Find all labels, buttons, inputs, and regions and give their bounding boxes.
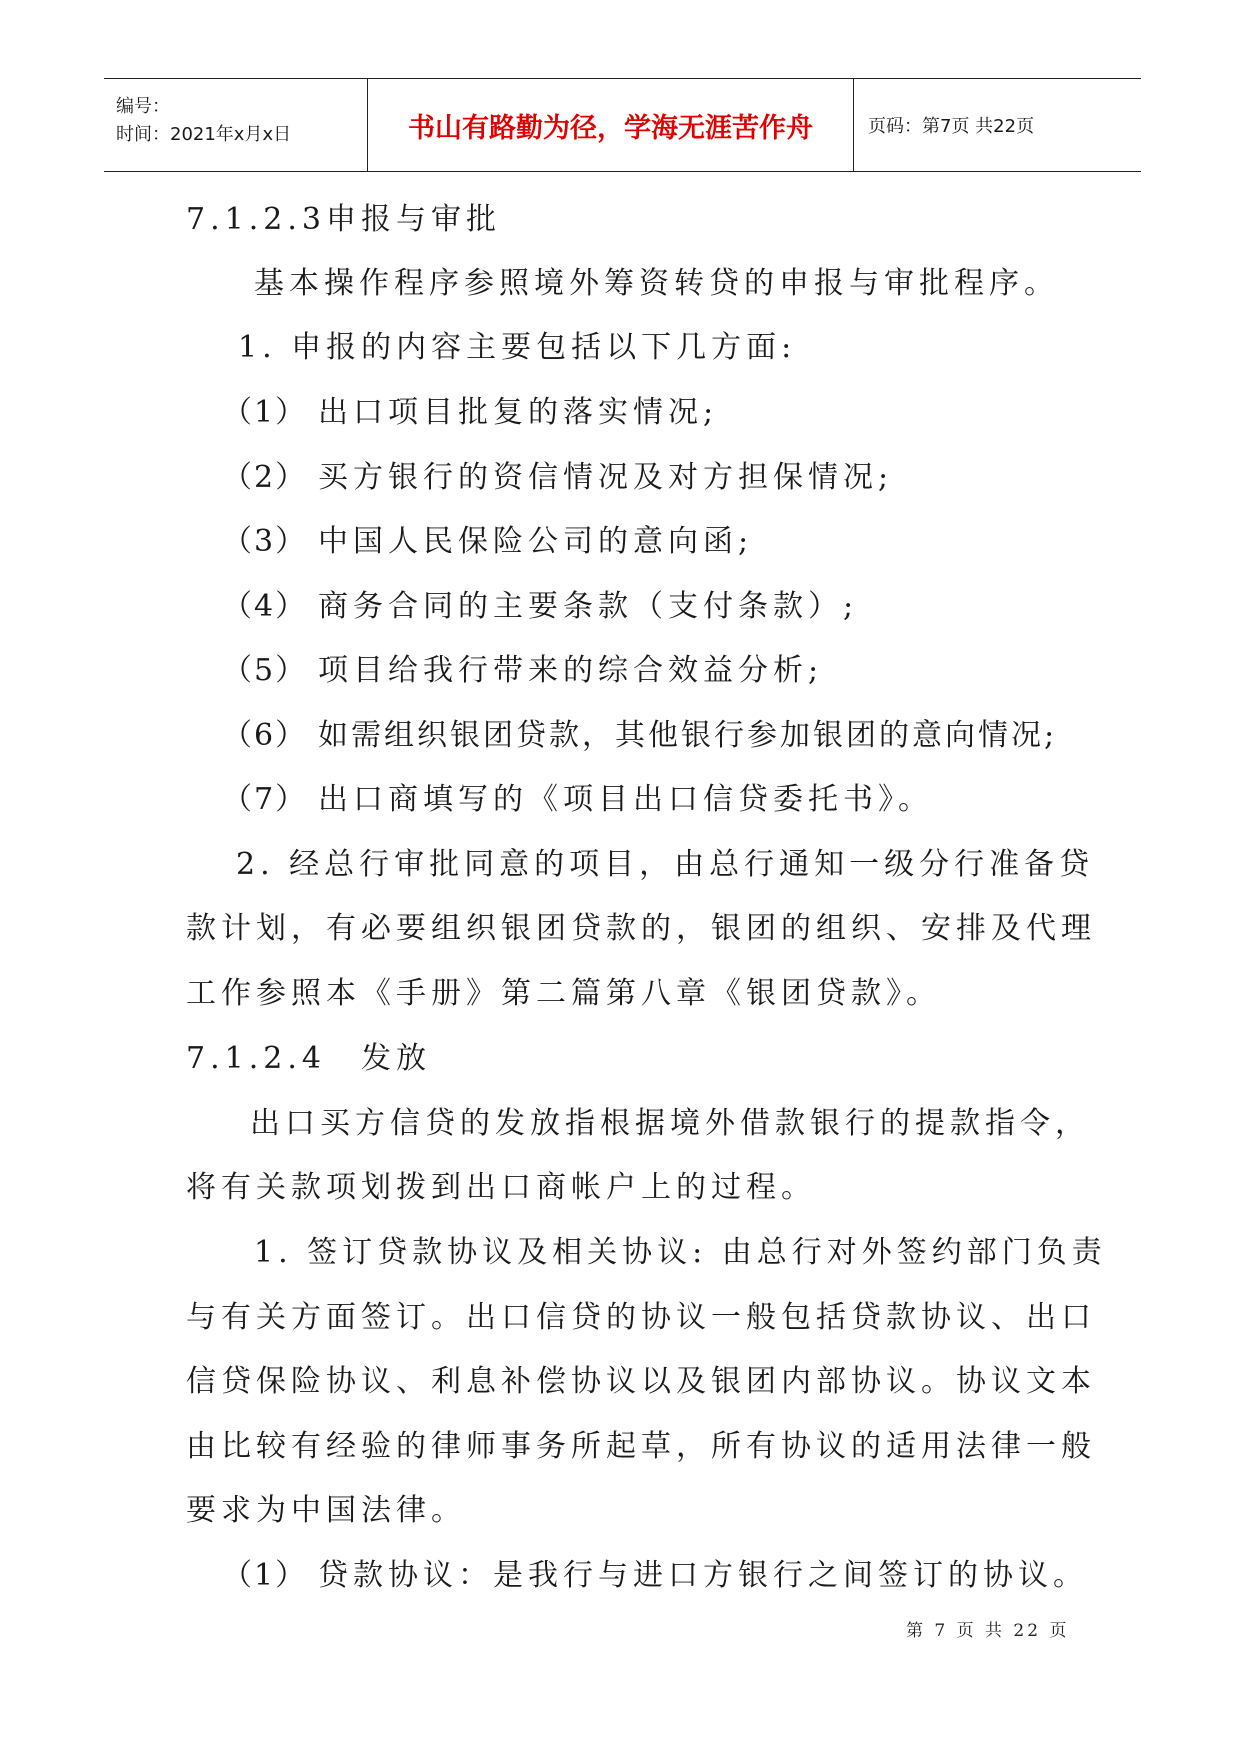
list-item-text: 买方银行的资信情况及对方担保情况; [318,460,894,495]
list-item-text: 出口项目批复的落实情况; [318,395,719,430]
intro-paragraph: 基本操作程序参照境外筹资转贷的申报与审批程序。 [254,266,1059,301]
list-item [222,587,858,627]
list-item-number: （2） [222,460,308,495]
list-item-number: （3） [222,524,308,559]
page-footer: 第 7 页 共 22 页 [906,1621,1070,1641]
list-item [222,651,823,691]
paragraph-line: 要求为中国法律。 [186,1493,466,1528]
paragraph-line: 工作参照本《手册》第二篇第八章《银团贷款》。 [186,976,941,1011]
document-number-label: 编号： [116,96,170,117]
list-item [222,780,933,820]
paragraph-line: 2. 经总行审批同意的项目，由总行通知一级分行准备贷 [236,847,1095,882]
list-item-text: 贷款协议：是我行与进口方银行之间签订的协议。 [318,1558,1088,1593]
paragraph-line: 款计划，有必要组织银团贷款的，银团的组织、安排及代理 [186,911,1096,946]
list-item-number: （6） [222,718,308,753]
list-item [222,1556,1088,1596]
list-item-text: 中国人民保险公司的意向函; [318,524,754,559]
header-meta [104,79,368,171]
header-motto: 书山有路勤为径，学海无涯苦作舟 [368,79,854,171]
section-heading-7-1-2-4: 7.1.2.4 发放 [186,1041,431,1076]
list-item-text: 商务合同的主要条款（支付条款）; [318,589,859,624]
header-page-info: 页码：第7页 共22页 [868,116,1035,137]
list-item [222,716,1057,756]
paragraph-line: 信贷保险协议、利息补偿协议以及银团内部协议。协议文本 [186,1364,1096,1399]
page-header [104,78,1141,172]
list-item [222,393,718,433]
list-item-number: （1） [222,395,308,430]
section-heading-7-1-2-3: 7.1.2.3申报与审批 [186,202,501,237]
paragraph-line: 1. 签订贷款协议及相关协议: 由总行对外签约部门负责 [254,1235,1107,1270]
paragraph-line: 由比较有经验的律师事务所起草，所有协议的适用法律一般 [186,1429,1096,1464]
paragraph-line: 将有关款项划拨到出口商帐户上的过程。 [186,1170,816,1205]
list-item-text: 出口商填写的《项目出口信贷委托书》。 [318,782,933,817]
list-item-number: （1） [222,1558,308,1593]
paragraph-line: 出口买方信贷的发放指根据境外借款银行的提款指令， [250,1106,1090,1141]
list-item-text: 如需组织银团贷款，其他银行参加银团的意向情况; [318,718,1058,753]
list-item-text: 项目给我行带来的综合效益分析; [318,653,824,688]
list-item [222,458,893,498]
list-item-number: （4） [222,589,308,624]
list-heading-1: 1. 申报的内容主要包括以下几方面: [238,330,797,365]
list-item-number: （5） [222,653,308,688]
paragraph-line: 与有关方面签订。出口信贷的协议一般包括贷款协议、出口 [186,1300,1096,1335]
list-item [222,522,753,562]
document-date-label: 时间：2021年x月x日 [116,124,292,145]
list-item-number: （7） [222,782,308,817]
